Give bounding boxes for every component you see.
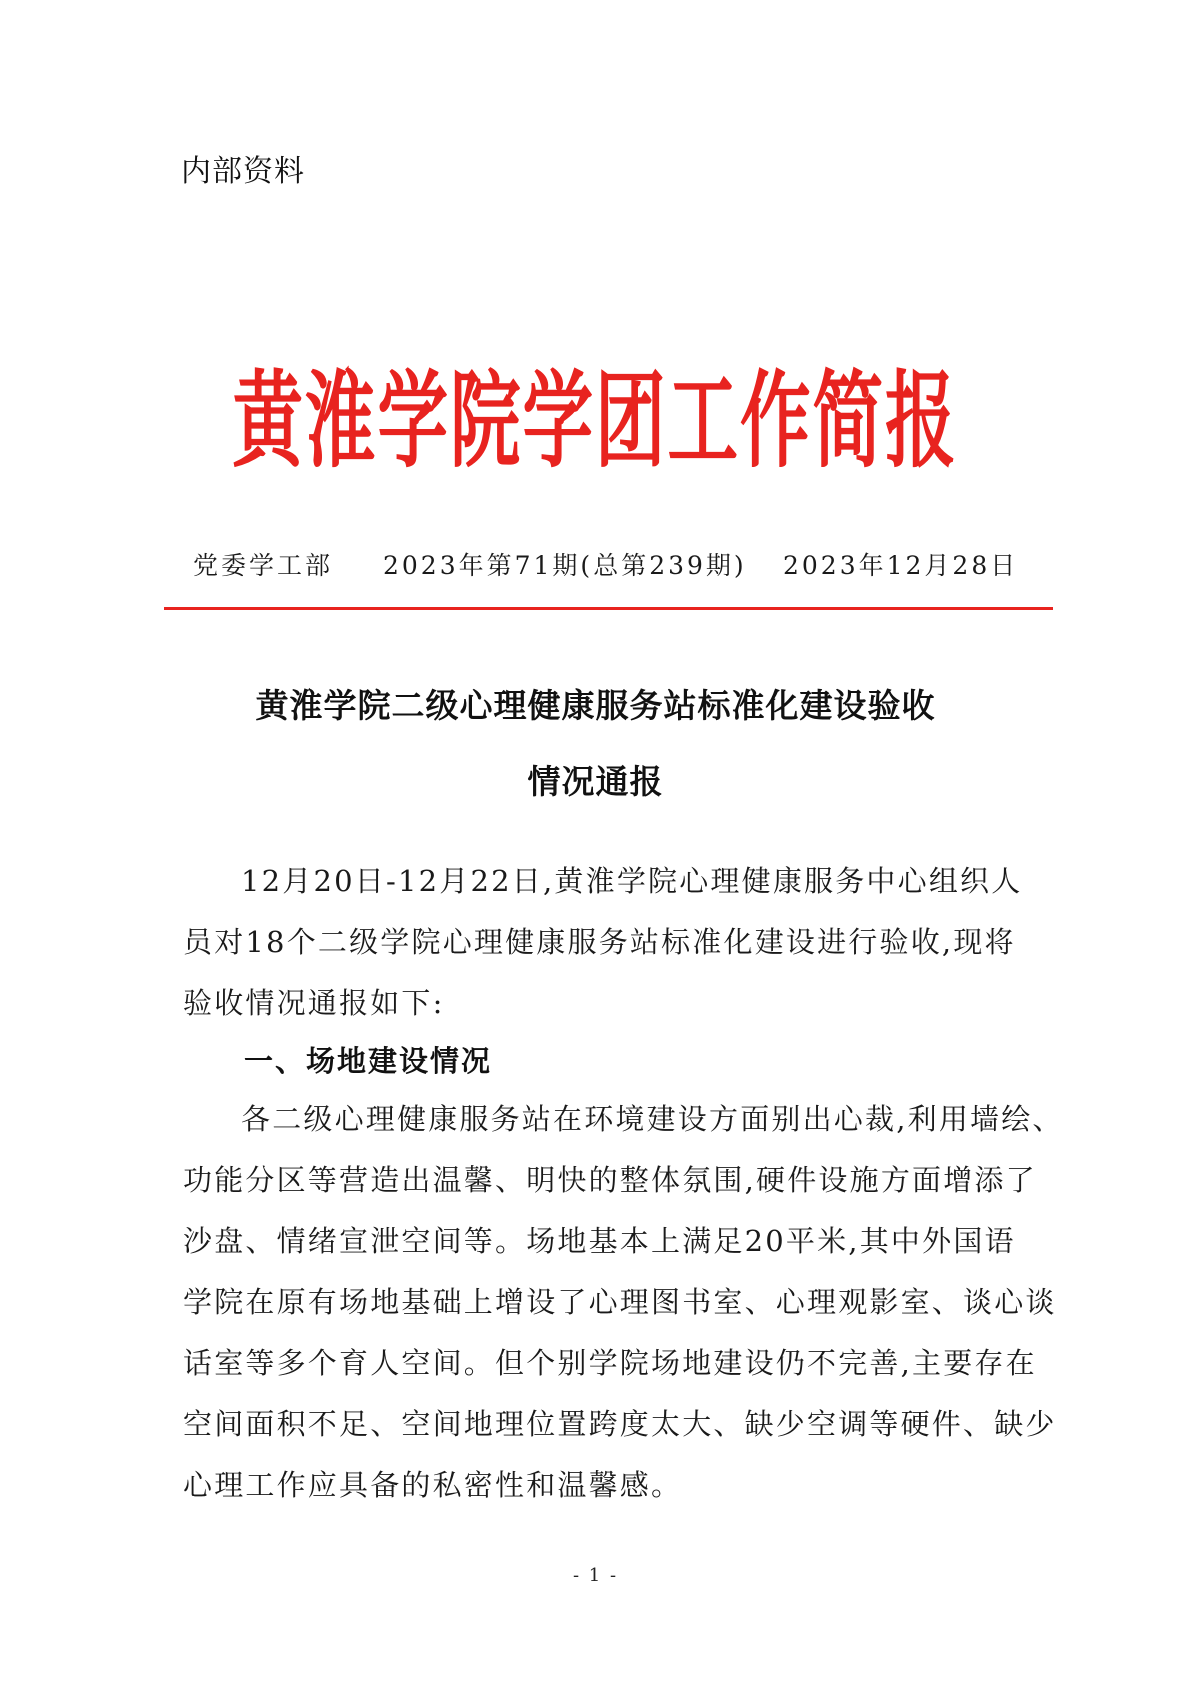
paragraph-line: 各二级心理健康服务站在环境建设方面别出心裁,利用墙绘、 (241, 1102, 1064, 1136)
paragraph-line: 学院在原有场地基础上增设了心理图书室、心理观影室、谈心谈 (183, 1285, 1057, 1319)
issue-number: 2023年第71期(总第239期) (383, 551, 747, 580)
page-number: - 1 - (572, 1565, 619, 1586)
masthead-title: 黄淮学院学团工作简报 (232, 358, 959, 482)
document-title-line-2: 情况通报 (527, 762, 664, 801)
paragraph-line: 12月20日-12月22日,黄淮学院心理健康服务中心组织人 (241, 864, 1023, 898)
internal-material-label: 内部资料 (181, 154, 305, 189)
masthead (0, 348, 1191, 518)
intro-paragraph (183, 851, 1023, 1034)
red-divider-rule (164, 607, 1053, 610)
paragraph-line: 心理工作应具备的私密性和温馨感。 (183, 1468, 683, 1502)
document-title-line-1: 黄淮学院二级心理健康服务站标准化建设验收 (255, 686, 936, 725)
paragraph-line: 功能分区等营造出温馨、明快的整体氛围,硬件设施方面增添了 (183, 1163, 1037, 1197)
issue-date: 2023年12月28日 (783, 551, 1019, 580)
paragraph-line: 话室等多个育人空间。但个别学院场地建设仍不完善,主要存在 (183, 1346, 1037, 1380)
paragraph-line: 员对18个二级学院心理健康服务站标准化建设进行验收,现将 (183, 925, 1016, 959)
paragraph-line: 验收情况通报如下: (183, 986, 445, 1020)
paragraph-line: 沙盘、情绪宣泄空间等。场地基本上满足20平米,其中外国语 (183, 1224, 1016, 1258)
paragraph-line: 空间面积不足、空间地理位置跨度太大、缺少空调等硬件、缺少 (183, 1407, 1057, 1441)
issuing-department: 党委学工部 (193, 551, 334, 580)
section-heading: 一、场地建设情况 (244, 1044, 493, 1078)
issue-info-line (193, 548, 1063, 584)
section-paragraph (183, 1089, 1064, 1516)
